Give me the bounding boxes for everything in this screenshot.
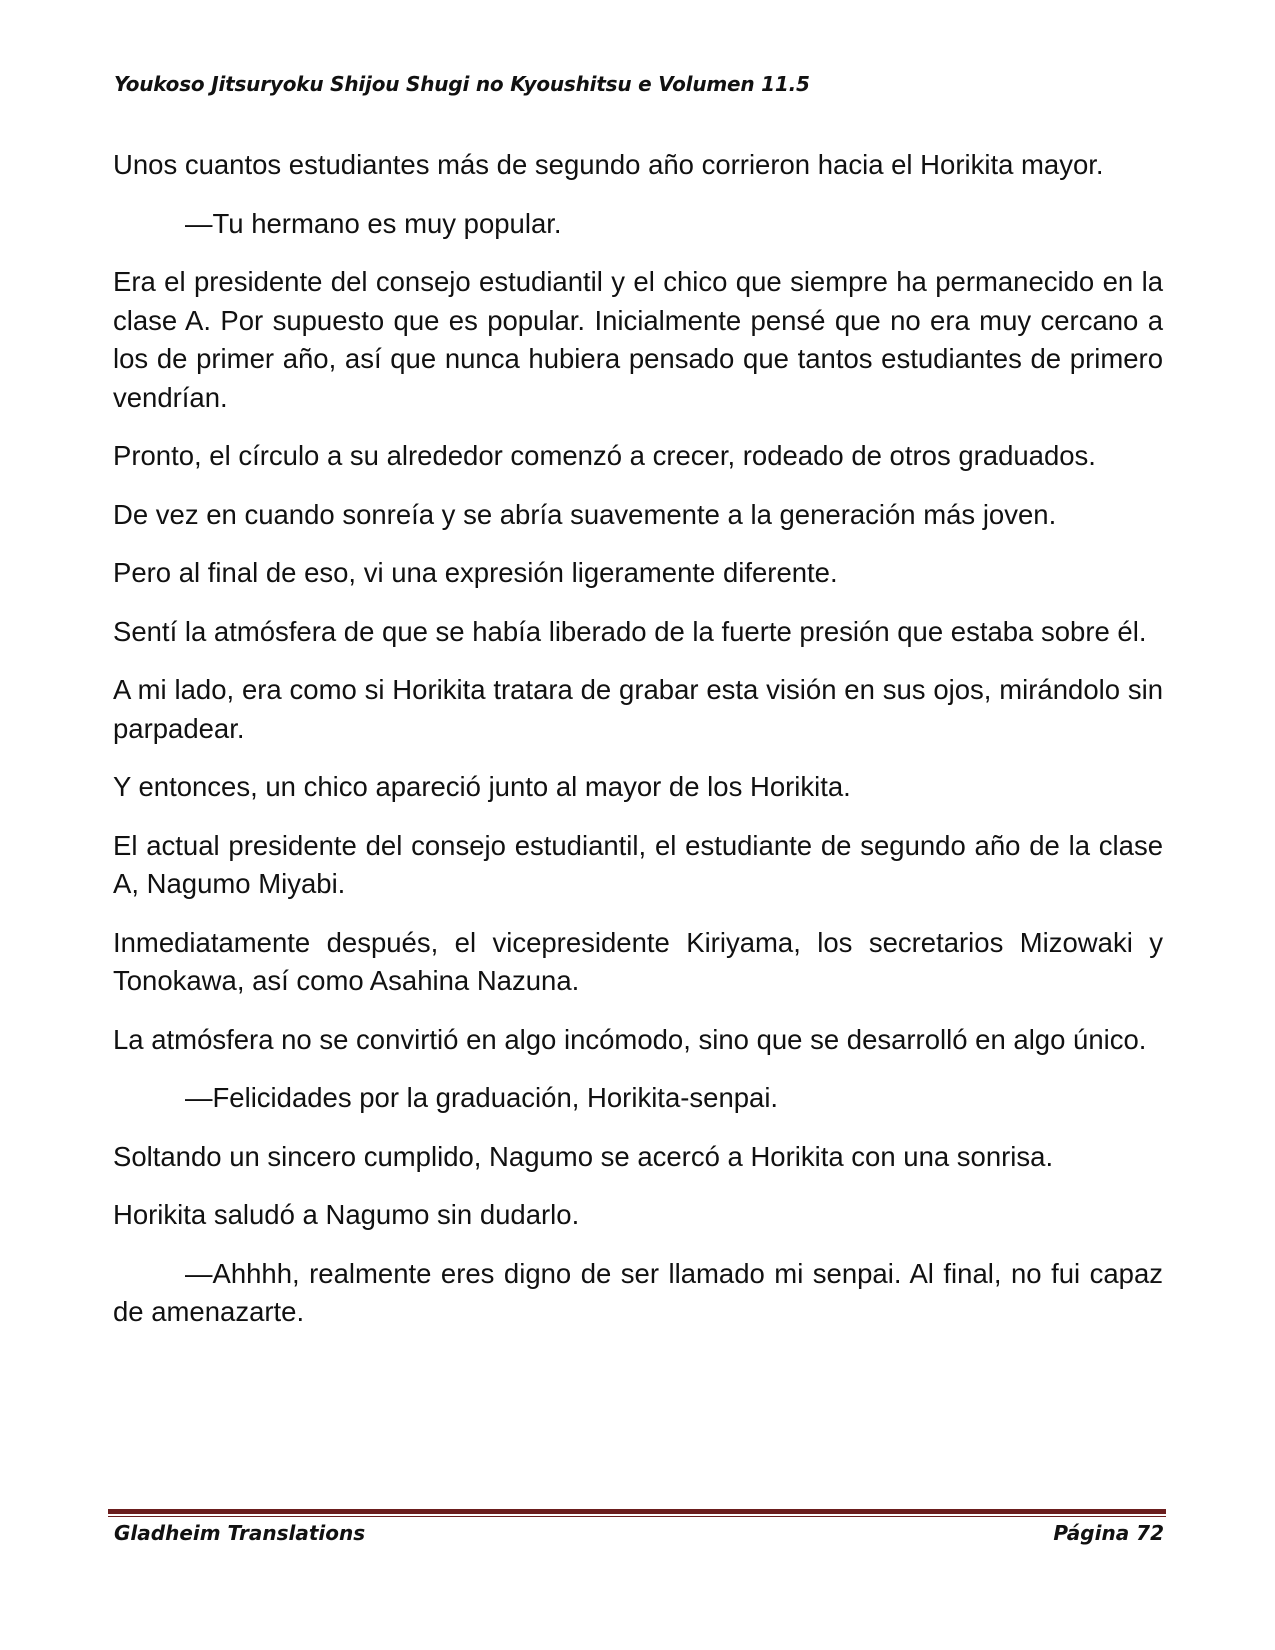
footer-divider <box>108 1509 1166 1517</box>
paragraph: Pronto, el círculo a su alrededor comenzó a crecer, rodeado de otros graduados. <box>113 440 1096 471</box>
page-number: Página 72 <box>1053 1521 1164 1545</box>
paragraph: Y entonces, un chico apareció junto al mayor de los Horikita. <box>113 771 851 802</box>
paragraph: Era el presidente del consejo estudiantil y el chico que siempre ha permanecido en la clase A. Por supuesto que es popular. Inicialmente pensé que no era muy cercano a los de primer año, así que nunca hubiera pensado que tantos estudiantes de primero vendrían. <box>113 266 1163 413</box>
dialogue-paragraph: —Ahhhh, realmente eres digno de ser llamado mi senpai. Al final, no fui capaz de amenazarte. <box>113 1257 1163 1327</box>
paragraph: Soltando un sincero cumplido, Nagumo se acercó a Horikita con una sonrisa. <box>113 1140 1054 1172</box>
paragraph: De vez en cuando sonreía y se abría suavemente a la generación más joven. <box>113 498 1057 530</box>
paragraph: Horikita saludó a Nagumo sin dudarlo. <box>113 1199 580 1230</box>
paragraph: El actual presidente del consejo estudiantil, el estudiante de segundo año de la clase A, Nagumo Miyabi. <box>113 829 1163 899</box>
paragraph: A mi lado, era como si Horikita tratara de grabar esta visión en sus ojos, mirándolo sin parpadear. <box>113 674 1163 744</box>
paragraph: Pero al final de eso, vi una expresión ligeramente diferente. <box>113 557 838 588</box>
body-text <box>113 146 1163 1352</box>
running-header: Youkoso Jitsuryoku Shijou Shugi no Kyoushitsu e Volumen 11.5 <box>114 72 810 96</box>
footer-translator: Gladheim Translations <box>114 1521 366 1545</box>
paragraph: Unos cuantos estudiantes más de segundo año corrieron hacia el Horikita mayor. <box>113 149 1104 180</box>
paragraph: Sentí la atmósfera de que se había liberado de la fuerte presión que estaba sobre él. <box>113 615 1147 647</box>
paragraph: Inmediatamente después, el vicepresidente Kiriyama, los secretarios Mizowaki y Tonokawa, así como Asahina Nazuna. <box>113 926 1163 996</box>
dialogue-paragraph: —Felicidades por la graduación, Horikita-senpai. <box>185 1082 779 1113</box>
paragraph: La atmósfera no se convirtió en algo incómodo, sino que se desarrolló en algo único. <box>113 1023 1147 1055</box>
dialogue-paragraph: —Tu hermano es muy popular. <box>185 207 562 239</box>
